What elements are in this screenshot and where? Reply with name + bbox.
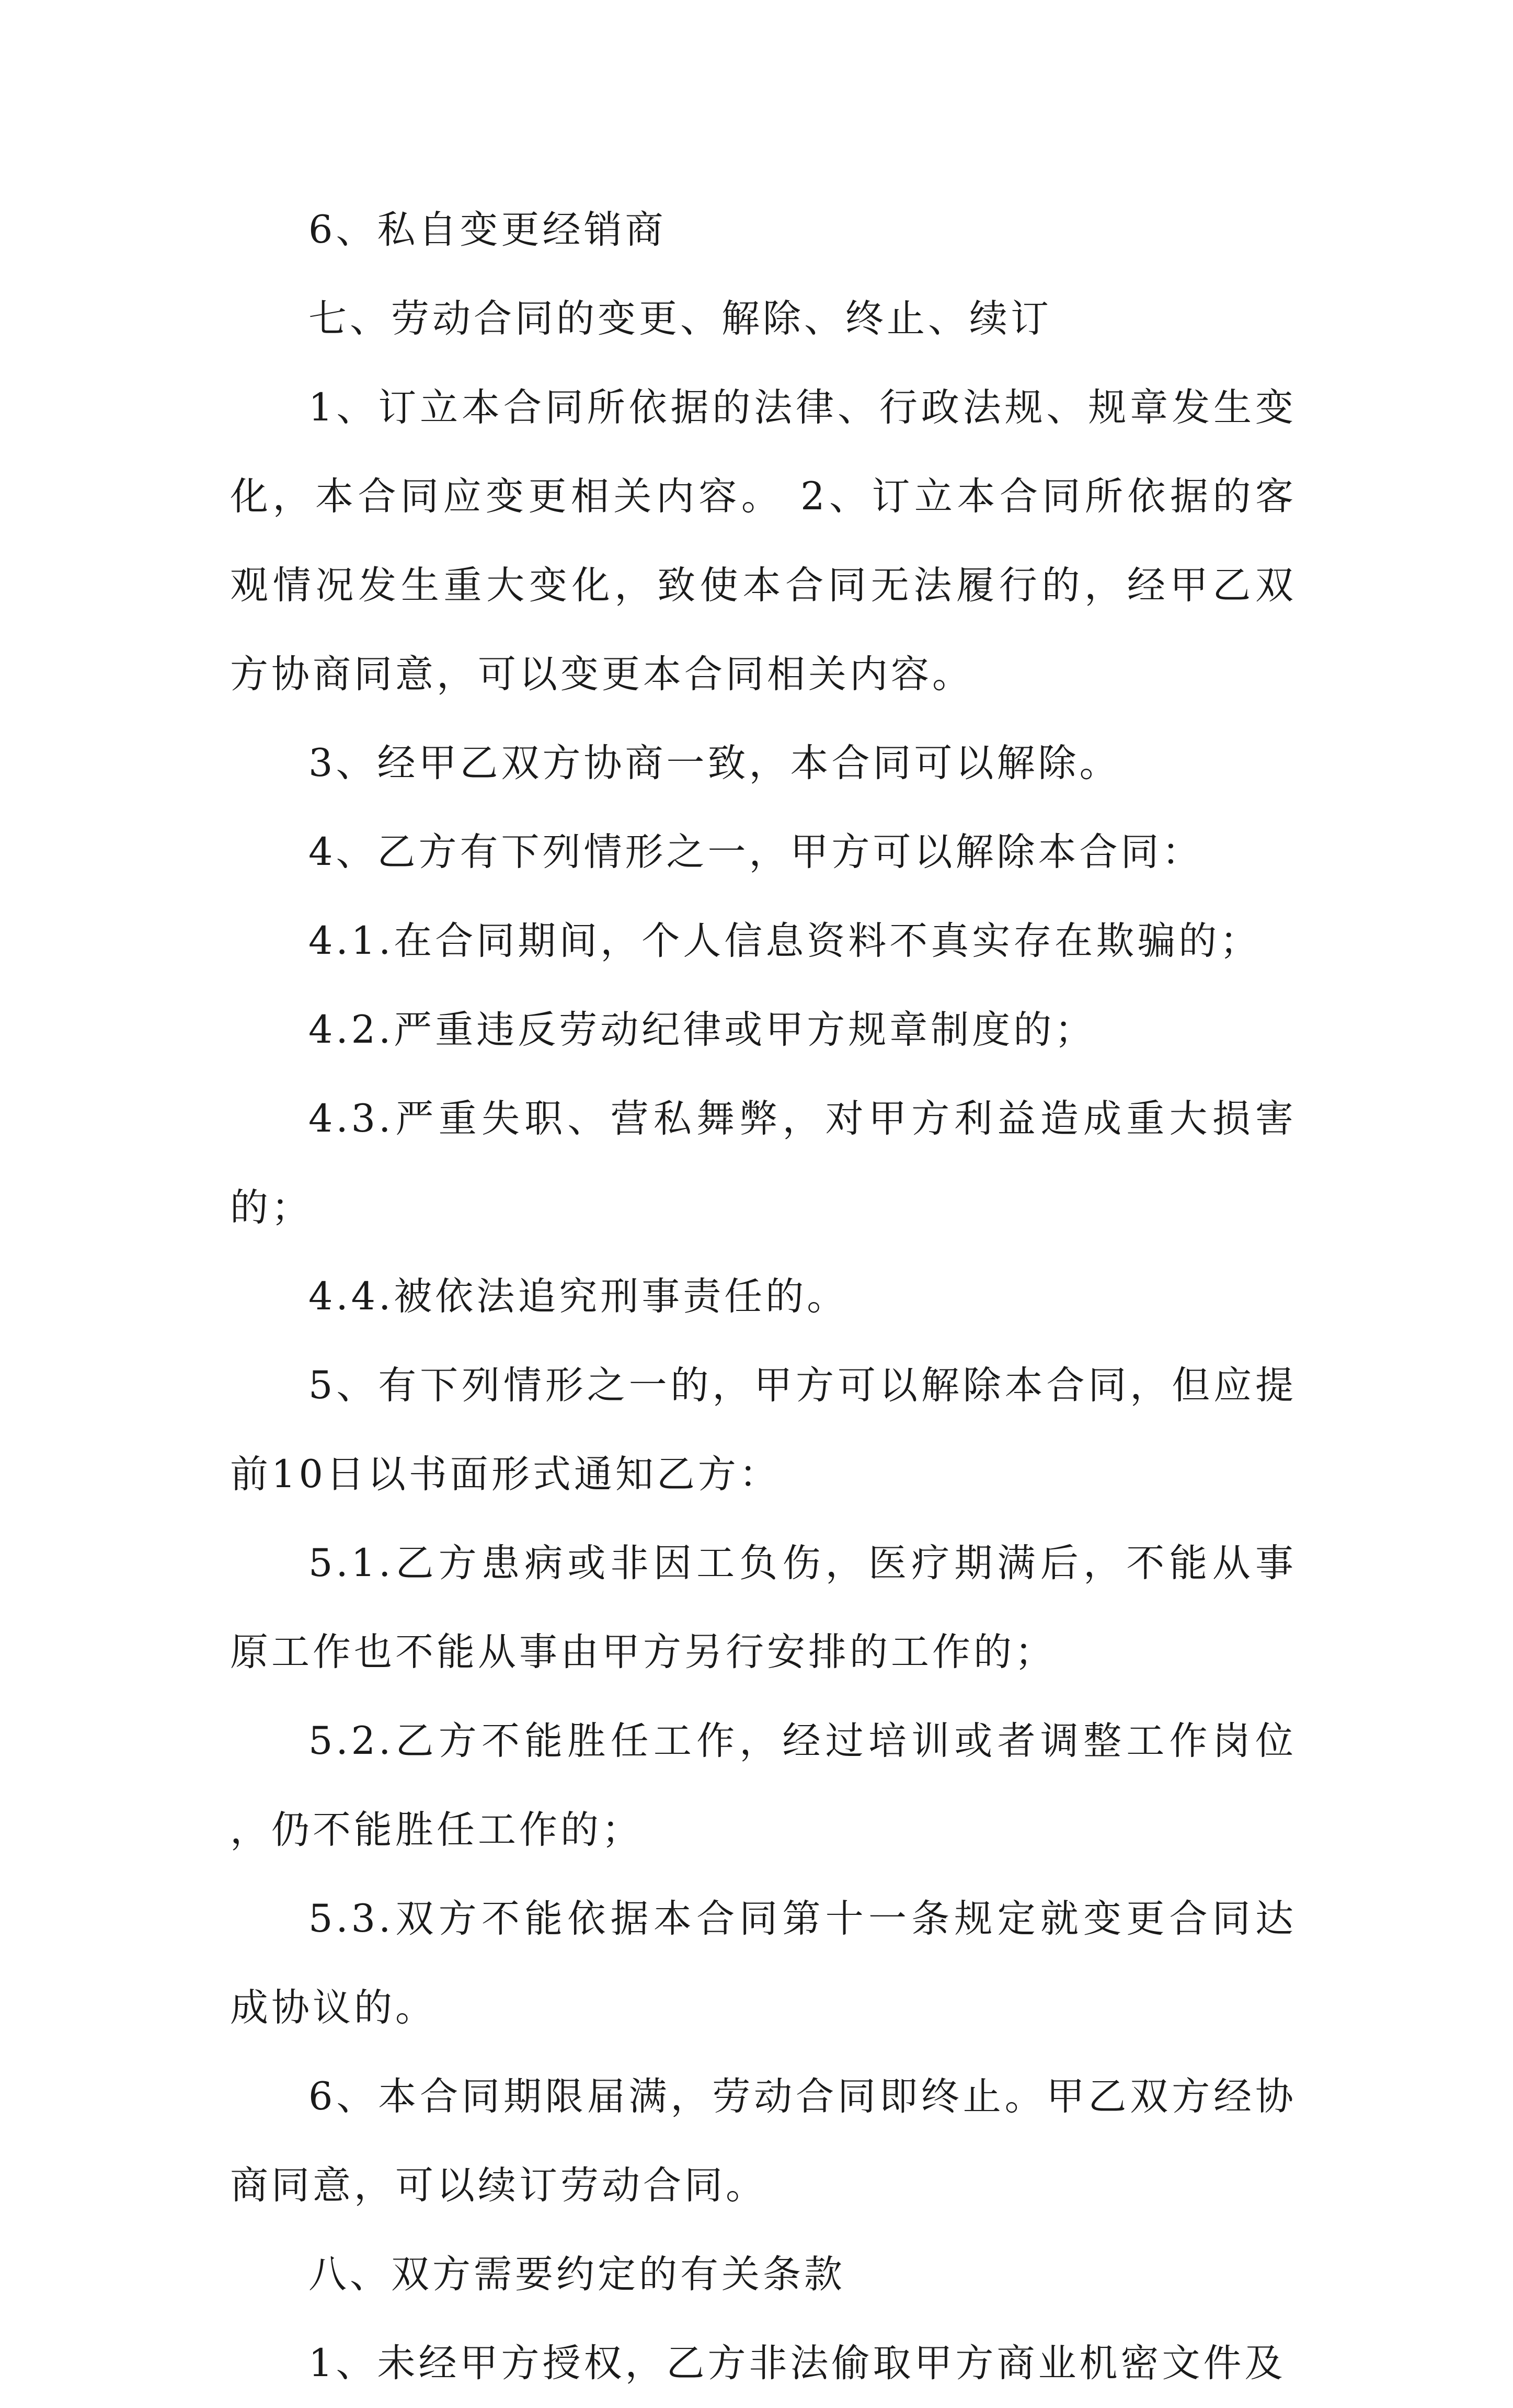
paragraph-7-5-1: 5.1.乙方患病或非因工负伤，医疗期满后，不能从事原工作也不能从事由甲方另行安排的工作的； (230, 1541, 1297, 1674)
paragraph-7-3: 3、经甲乙双方协商一致，本合同可以解除。 (308, 741, 1121, 785)
paragraph-7-1-and-7-2: 1、订立本合同所依据的法律、行政法规、规章发生变化，本合同应变更相关内容。 2、订立本合同所依据的客观情况发生重大变化，致使本合同无法履行的，经甲乙双方协商同意，可以变更本合同相关内容。 (230, 385, 1297, 697)
paragraph-7-4-1: 4.1.在合同期间，个人信息资料不真实存在欺骗的； (308, 919, 1262, 963)
paragraph-7-6: 6、本合同期限届满，劳动合同即终止。甲乙双方经协商同意，可以续订劳动合同。 (230, 2074, 1297, 2208)
paragraph-7-4-3: 4.3.严重失职、营私舞弊，对甲方利益造成重大损害的； (230, 1097, 1297, 1230)
paragraph-8-1: 1、未经甲方授权，乙方非法偷取甲方商业机密文件及 (308, 2341, 1286, 2386)
paragraph-7-5-2: 5.2.乙方不能胜任工作，经过培训或者调整工作岗位，仍不能胜任工作的； (230, 1719, 1297, 1852)
contract-body (230, 186, 1297, 2408)
paragraph-7-5-3: 5.3.双方不能依据本合同第十一条规定就变更合同达成协议的。 (230, 1897, 1297, 2030)
paragraph-7-4-4: 4.4.被依法追究刑事责任的。 (308, 1274, 849, 1319)
paragraph-7-4: 4、乙方有下列情形之一，甲方可以解除本合同： (308, 830, 1203, 874)
section-heading-8: 八、双方需要约定的有关条款 (308, 2252, 845, 2297)
paragraph-item-6-dealer-change: 6、私自变更经销商 (308, 208, 667, 252)
paragraph-7-5: 5、有下列情形之一的，甲方可以解除本合同，但应提前10日以书面形式通知乙方： (230, 1363, 1297, 1497)
paragraph-7-4-2: 4.2.严重违反劳动纪律或甲方规章制度的； (308, 1008, 1096, 1052)
section-heading-7: 七、劳动合同的变更、解除、终止、续订 (308, 296, 1052, 341)
